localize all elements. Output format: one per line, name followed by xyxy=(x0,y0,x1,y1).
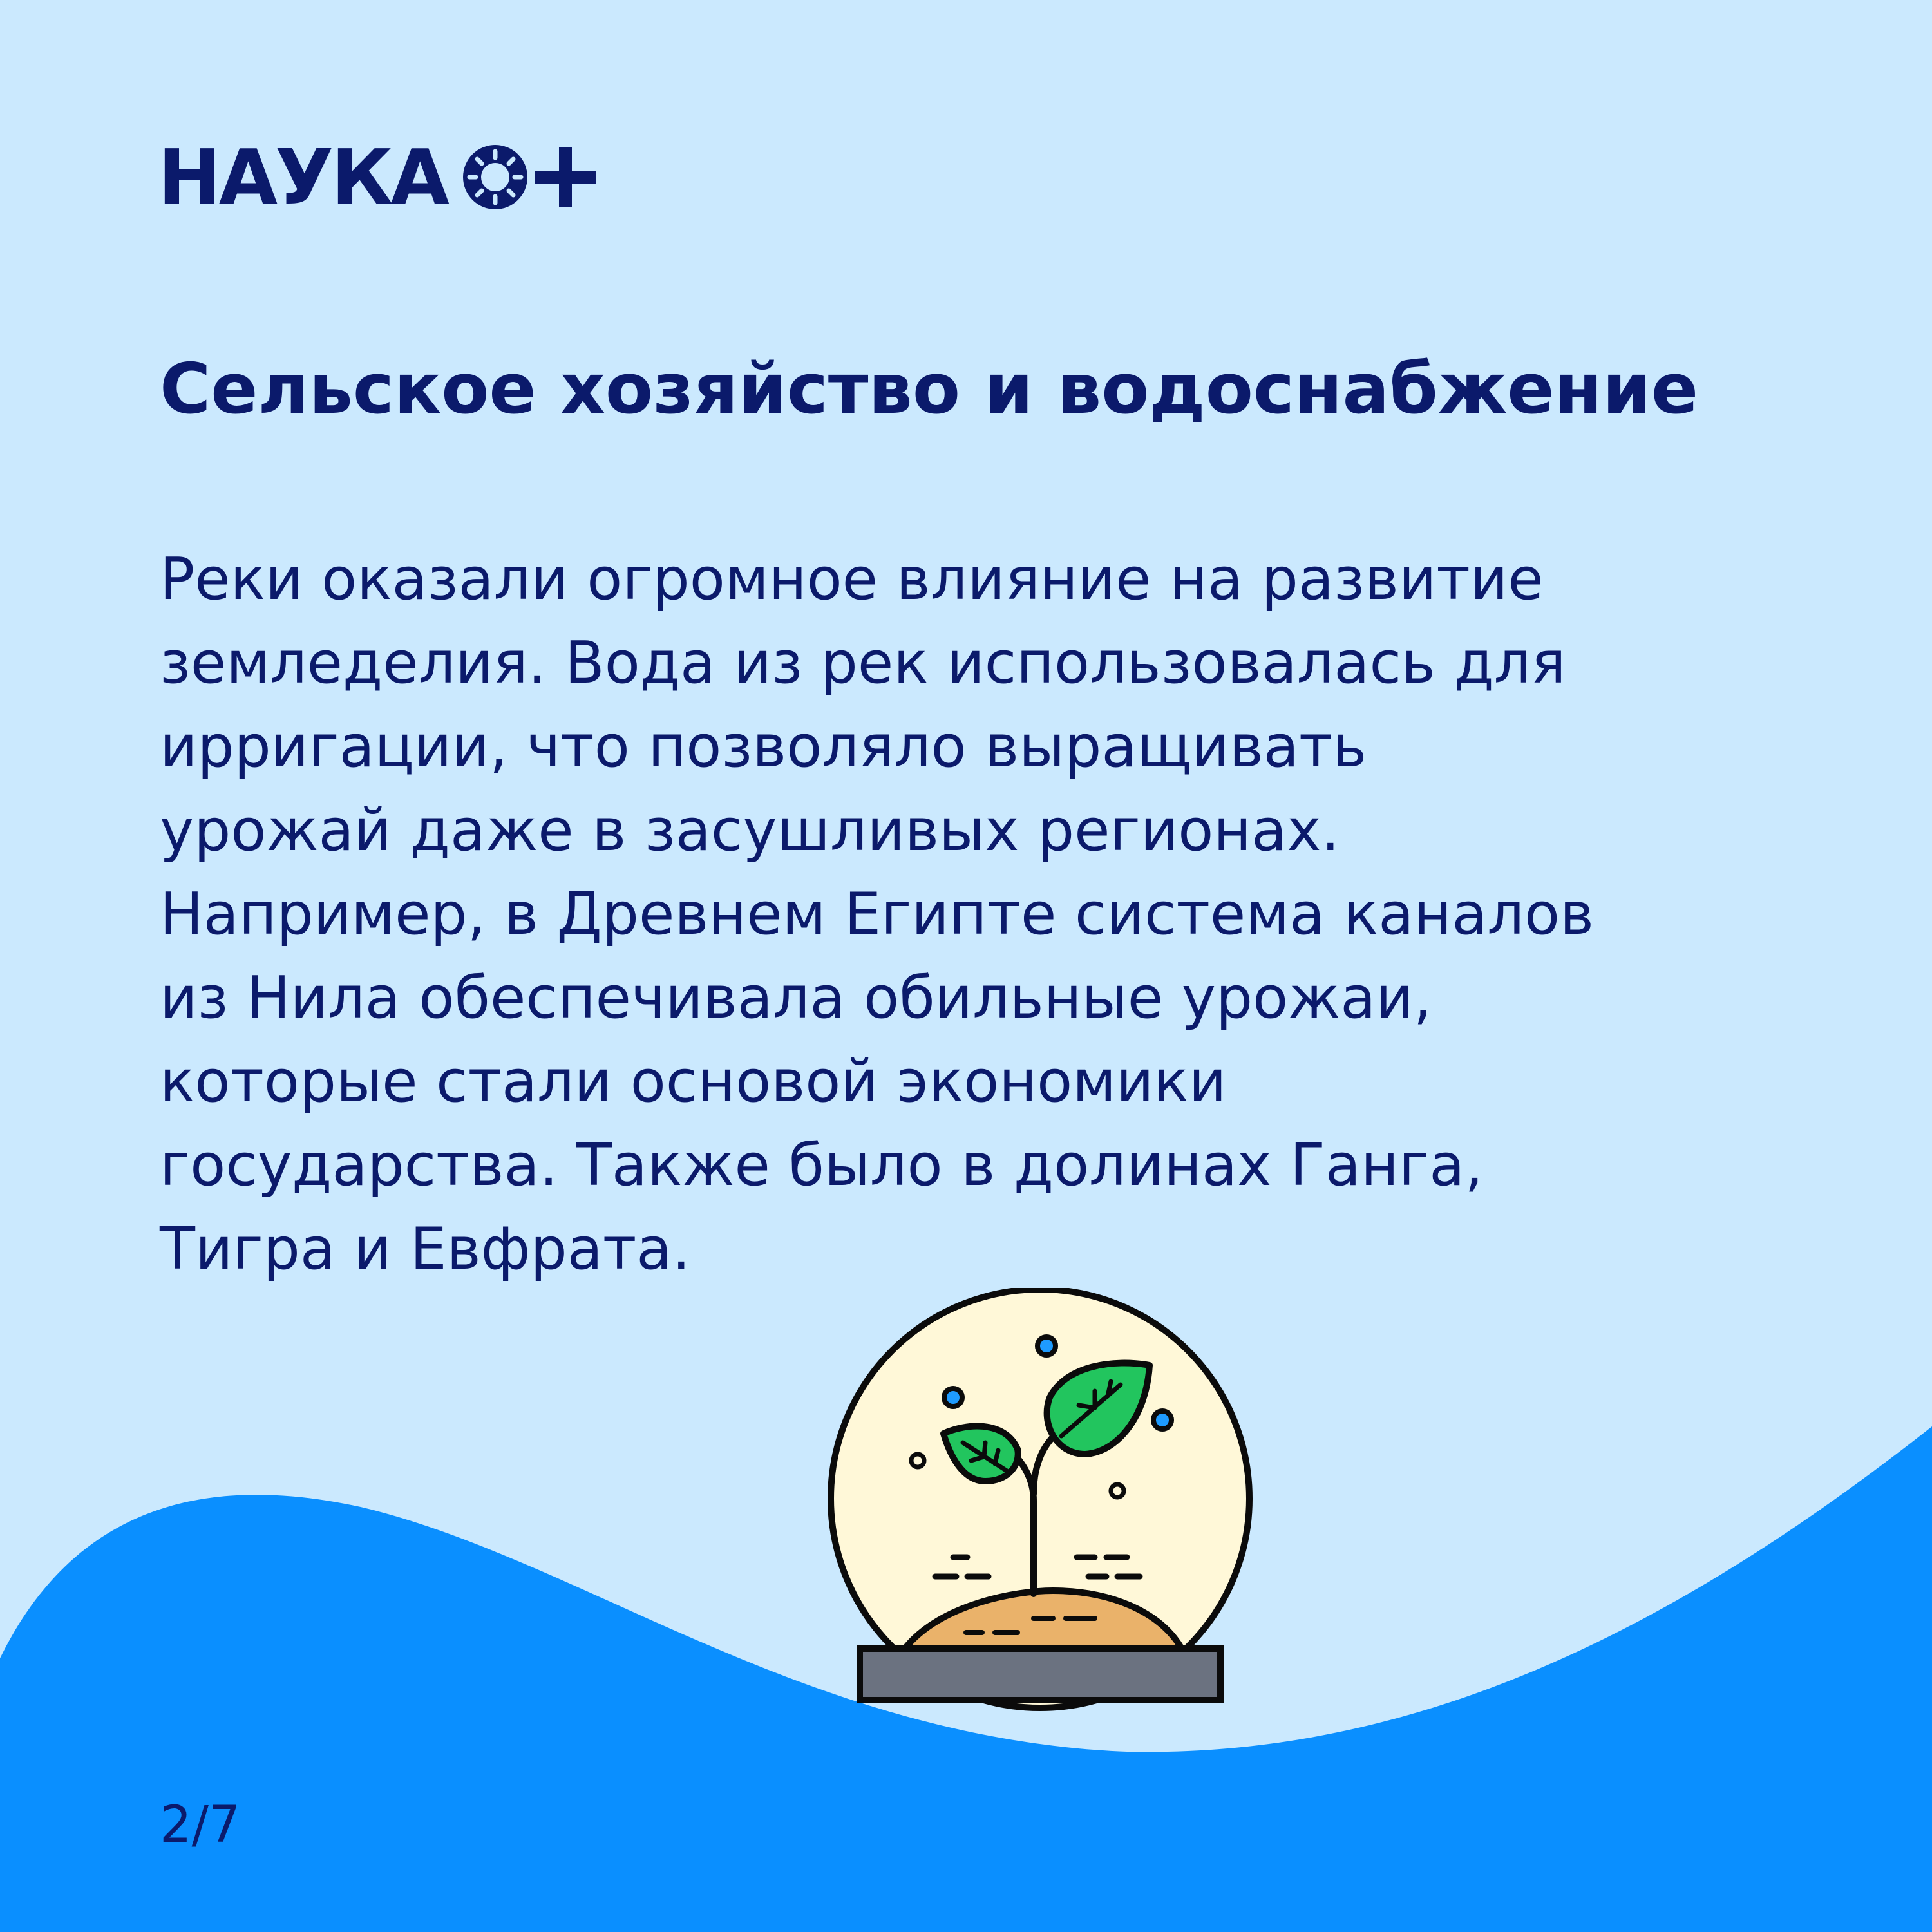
dot xyxy=(944,1388,962,1406)
dot xyxy=(911,1454,924,1467)
body-line: государства. Также было в долинах Ганга, xyxy=(160,1132,1483,1199)
globe-base xyxy=(860,1649,1220,1700)
body-line: Тигра и Евфрата. xyxy=(160,1215,691,1283)
body-line: которые стали основой экономики xyxy=(160,1048,1227,1115)
brand-logo xyxy=(158,133,598,222)
body-line: Например, в Древнем Египте система каналов xyxy=(160,880,1595,948)
body-line: ирригации, что позволяло выращивать xyxy=(160,713,1367,781)
body-line: из Нила обеспечивала обильные урожаи, xyxy=(160,964,1432,1032)
body-line: земледелия. Вода из рек использовалась для xyxy=(160,629,1566,697)
brand-name: НАУКА xyxy=(158,133,447,222)
dot xyxy=(1037,1337,1056,1355)
body-line: урожай даже в засушливых регионах. xyxy=(160,797,1340,864)
sprout-in-globe-icon xyxy=(824,1288,1262,1713)
sun-plus-icon xyxy=(460,138,598,216)
page-title: Сельское хозяйство и водоснабжение xyxy=(160,349,1699,430)
body-line: Реки оказали огромное влияние на развитие xyxy=(160,545,1544,613)
dot xyxy=(1111,1484,1124,1497)
body-paragraph xyxy=(160,538,1847,1291)
dot xyxy=(1153,1411,1171,1429)
page-indicator: 2/7 xyxy=(160,1796,241,1854)
